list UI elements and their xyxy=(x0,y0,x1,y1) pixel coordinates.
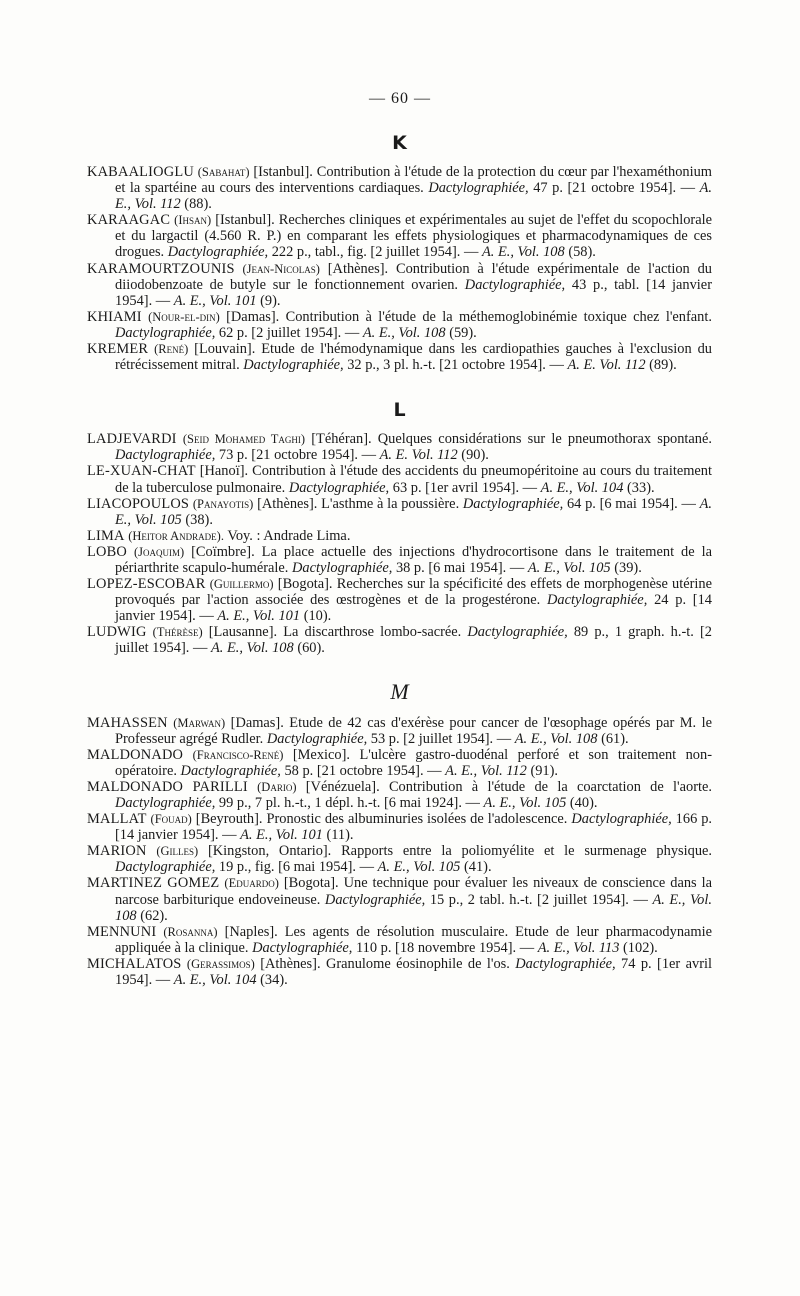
place: [Beyrouth]. xyxy=(195,811,263,828)
bibliography-entry xyxy=(87,779,712,811)
title-text: Etude de l'hémodynamique dans les cardiopathies gauches à l'exclusion du rétrécissement mitral. xyxy=(115,341,712,374)
place: [Hanoï]. xyxy=(199,463,249,480)
reference: A. E., Vol. 104 xyxy=(540,479,624,496)
details: 63 p. [1er avril 1954]. — xyxy=(392,479,538,496)
journal: Dactylographiée, xyxy=(167,244,269,261)
details: 32 p., 3 pl. h.-t. [21 octobre 1954]. — xyxy=(347,357,564,374)
author-given-name: (Heitor Andrade). xyxy=(128,528,224,543)
journal: Dactylographiée, xyxy=(324,891,426,908)
title-text: La place actuelle des injections d'hydrocortisone dans le traitement de la périarthrite scapulo-humérale. xyxy=(115,543,712,576)
place: [Coïmbre]. xyxy=(191,543,255,560)
bibliography-entry xyxy=(87,875,712,923)
reference: A. E. Vol. 112 xyxy=(567,357,646,374)
reference-number: (33). xyxy=(627,479,655,496)
bibliography-entry xyxy=(87,811,712,843)
author-name: KHIAMI xyxy=(87,308,142,325)
bibliography-entry xyxy=(87,956,712,988)
bibliography-entry xyxy=(87,341,712,373)
bibliography-entry xyxy=(87,496,712,528)
title-text: Voy. : Andrade Lima. xyxy=(227,527,351,544)
author-name: KABAALIOGLU xyxy=(87,164,194,180)
title-text: Contribution à l'étude de la protection du cœur par l'hexaméthonium et la spartéine au cours des interventions cardiaques. xyxy=(115,164,712,197)
place: [Kingston, Ontario]. xyxy=(208,843,332,860)
details: 64 p. [6 mai 1954]. — xyxy=(566,495,696,512)
journal: Dactylographiée, xyxy=(467,624,568,641)
bibliography-entry xyxy=(87,747,712,779)
reference-number: (89). xyxy=(649,357,677,374)
reference-number: (102). xyxy=(623,939,658,956)
title-text: Contribution à l'étude de la coarctation de l'aorte. xyxy=(388,778,712,795)
section-heading-k: K xyxy=(392,132,407,154)
author-given-name: (Eduardo) xyxy=(224,876,279,891)
place: [Athènes]. xyxy=(327,260,389,277)
reference-number: (41). xyxy=(463,859,492,876)
author-given-name: (Jean-Nicolas) xyxy=(242,261,320,276)
place: [Istanbul]. xyxy=(215,212,275,229)
place: [Athènes]. xyxy=(260,955,321,972)
author-given-name: (René) xyxy=(154,342,189,357)
reference-number: (9). xyxy=(260,292,281,309)
author-name: MENNUNI xyxy=(87,923,157,940)
reference: A. E., Vol. 105 xyxy=(377,859,461,876)
bibliography-entry xyxy=(87,576,712,624)
details: 222 p., tabl., fig. [2 juillet 1954]. — xyxy=(271,244,479,261)
reference: A. E., Vol. 105 xyxy=(483,795,567,811)
reference: A. E., Vol. 104 xyxy=(173,972,257,989)
reference-number: (62). xyxy=(140,907,168,924)
place: [Naples]. xyxy=(224,923,278,940)
place: [Louvain]. xyxy=(194,341,256,358)
journal: Dactylographiée, xyxy=(292,559,393,576)
bibliography-entry xyxy=(87,843,712,875)
place: [Téhéran]. xyxy=(311,431,372,448)
title-text: Recherches cliniques et expérimentales au sujet de l'effet du scopochlorale et du largactil (4.560 R. P.) en comparant les effets physiologiques et pharmacodynamiques de ces drogues. xyxy=(115,212,712,261)
place: [Mexico]. xyxy=(292,746,350,763)
reference: A. E., Vol. 112 xyxy=(115,180,712,213)
reference: A. E., Vol. 108 xyxy=(362,324,446,341)
author-name: LOPEZ-ESCOBAR xyxy=(87,576,206,593)
author-name: LADJEVARDI xyxy=(87,431,177,448)
author-given-name: (Panayotis) xyxy=(192,496,254,511)
reference-number: (90). xyxy=(461,447,489,464)
journal: Dactylographiée, xyxy=(115,324,216,341)
author-name: KARAMOURTZOUNIS xyxy=(87,260,235,277)
details: 99 p., 7 pl. h.-t., 1 dépl. h.-t. [6 mai 1924]. — xyxy=(218,795,480,811)
author-name: MARTINEZ GOMEZ xyxy=(87,875,220,892)
place: [Bogota]. xyxy=(277,576,333,593)
journal: Dactylographiée, xyxy=(243,357,344,374)
journal: Dactylographiée, xyxy=(428,180,529,197)
author-given-name: (Dario) xyxy=(257,779,297,794)
place: [Damas]. xyxy=(230,714,284,731)
bibliography-entry xyxy=(87,212,712,260)
bibliography-entry xyxy=(87,924,712,956)
details: 62 p. [2 juillet 1954]. — xyxy=(218,324,360,341)
author-name: MARION xyxy=(87,843,147,860)
title-text: Contribution à l'étude de la méthemoglobinémie toxique chez l'enfant. xyxy=(285,308,712,325)
author-given-name: (Guillermo) xyxy=(209,577,274,592)
bibliography-entry xyxy=(87,309,712,341)
bibliography-entry xyxy=(87,528,712,544)
author-name: LOBO xyxy=(87,543,127,560)
bibliography-entry xyxy=(87,261,712,309)
reference: A. E., Vol. 101 xyxy=(173,292,257,309)
title-text: Une technique pour évaluer les niveaux de conscience dans la narcose barbiturique endoveineuse. xyxy=(115,875,712,908)
author-name: LIMA xyxy=(87,527,125,544)
details: 47 p. [21 octobre 1954]. — xyxy=(533,180,696,197)
bibliography-column xyxy=(87,132,712,988)
details: 166 p. [14 janvier 1954]. — xyxy=(115,811,713,844)
reference-number: (59). xyxy=(449,324,477,341)
journal: Dactylographiée, xyxy=(464,276,566,293)
details: 38 p. [6 mai 1954]. — xyxy=(395,559,525,576)
place: [Damas]. xyxy=(226,308,280,325)
author-name: MALDONADO PARILLI xyxy=(87,778,248,795)
reference: A. E. Vol. 112 xyxy=(379,447,458,464)
author-given-name: (Rosanna) xyxy=(163,924,218,939)
details: 73 p. [21 octobre 1954]. — xyxy=(218,447,376,464)
details: 110 p. [18 novembre 1954]. — xyxy=(356,939,535,956)
section-heading-l: L xyxy=(393,399,406,422)
author-given-name: (Gilles) xyxy=(156,844,199,859)
author-given-name: (Francisco-René) xyxy=(192,747,284,762)
title-text: Pronostic des albuminuries isolées de l'adolescence. xyxy=(266,811,568,828)
title-text: Recherches sur la spécificité des effets de morphogenèse utérine provoqués par l'action associée des œstrogènes et de la progestérone. xyxy=(115,576,712,609)
reference-number: (34). xyxy=(260,972,288,989)
reference-number: (58). xyxy=(568,244,596,261)
author-name: MALDONADO xyxy=(87,746,184,763)
page-number: — 60 — xyxy=(369,90,431,107)
author-name: MICHALATOS xyxy=(87,955,182,972)
bibliography-entry xyxy=(87,624,712,656)
author-given-name: (Gerassimos) xyxy=(186,956,255,971)
bibliography-entry xyxy=(87,463,712,495)
section-heading-m: M xyxy=(390,678,409,704)
bibliography-entry xyxy=(87,715,712,747)
place: [Bogota]. xyxy=(283,875,339,892)
journal: Dactylographiée, xyxy=(252,939,353,956)
reference-number: (61). xyxy=(601,730,629,747)
author-given-name: (Thérèse) xyxy=(152,625,203,640)
details: 24 p. [14 janvier 1954]. — xyxy=(115,592,712,625)
journal: Dactylographiée, xyxy=(266,730,368,747)
details: 89 p., 1 graph. h.-t. [2 juillet 1954]. — xyxy=(115,624,712,657)
bibliography-entry xyxy=(87,431,712,463)
reference-number: (38). xyxy=(185,511,213,528)
reference-number: (88). xyxy=(184,196,212,213)
place: [Istanbul]. xyxy=(253,164,313,180)
reference-number: (10). xyxy=(303,608,332,625)
details: 58 p. [21 octobre 1954]. — xyxy=(284,762,442,779)
title-text: Rapports entre la poliomyélite et le surmenage physique. xyxy=(341,843,712,860)
title-text: Contribution à l'étude expérimentale de l'action du diiodobenzoate de butyle sur le fonctionnement ovarien. xyxy=(115,260,712,293)
details: 15 p., 2 tabl. h.-t. [2 juillet 1954]. — xyxy=(429,891,648,908)
author-given-name: (Seid Mohamed Taghi) xyxy=(182,432,306,447)
journal: Dactylographiée, xyxy=(115,859,216,876)
author-name: MALLAT xyxy=(87,811,147,828)
author-given-name: (Marwan) xyxy=(173,715,226,730)
title-text: Granulome éosinophile de l'os. xyxy=(325,955,510,972)
details: 74 p. [1er avril 1954]. — xyxy=(115,955,712,989)
reference: A. E., Vol. 112 xyxy=(445,762,527,779)
reference-number: (11). xyxy=(326,827,354,844)
journal: Dactylographiée, xyxy=(571,811,672,828)
journal: Dactylographiée, xyxy=(546,592,648,609)
journal: Dactylographiée, xyxy=(115,447,216,464)
author-given-name: (Fouad) xyxy=(150,812,192,827)
bibliography-entry xyxy=(87,164,712,212)
title-text: L'ulcère gastro-duodénal perforé et son traitement non-opératoire. xyxy=(115,746,712,779)
reference-number: (60). xyxy=(297,640,325,657)
author-given-name: (Sabahat) xyxy=(197,165,250,179)
journal: Dactylographiée, xyxy=(515,955,616,972)
journal: Dactylographiée, xyxy=(462,495,564,512)
author-given-name: (Ihsan) xyxy=(174,213,212,228)
title-text: L'asthme à la poussière. xyxy=(321,495,460,512)
reference: A. E., Vol. 101 xyxy=(217,608,301,625)
title-text: Etude de 42 cas d'exérèse pour cancer de l'œsophage opérés par M. le Professeur agrégé Rudler. xyxy=(115,714,712,747)
reference: A. E., Vol. 113 xyxy=(537,939,620,956)
journal: Dactylographiée, xyxy=(288,479,390,496)
reference: A. E., Vol. 108 xyxy=(115,891,712,924)
author-given-name: (Joaquim) xyxy=(133,544,185,559)
reference-number: (39). xyxy=(614,559,642,576)
reference: A. E., Vol. 108 xyxy=(210,640,294,657)
reference: A. E., Vol. 105 xyxy=(115,495,712,528)
reference-number: (40). xyxy=(569,795,598,811)
place: [Athènes]. xyxy=(257,495,318,512)
journal: Dactylographiée, xyxy=(180,762,281,779)
author-name: LE-XUAN-CHAT xyxy=(87,463,196,480)
details: 53 p. [2 juillet 1954]. — xyxy=(370,730,512,747)
reference: A. E., Vol. 105 xyxy=(527,559,611,576)
author-name: KARAAGAC xyxy=(87,212,171,229)
title-text: Les agents de résolution musculaire. Etude de leur pharmacodynamie appliquée à la clinique. xyxy=(115,923,712,956)
author-name: LIACOPOULOS xyxy=(87,495,190,512)
author-name: KREMER xyxy=(87,341,149,358)
reference-number: (91). xyxy=(530,762,559,779)
journal: Dactylographiée, xyxy=(115,795,216,811)
title-text: La discarthrose lombo-sacrée. xyxy=(283,624,462,641)
details: 43 p., tabl. [14 janvier 1954]. — xyxy=(115,276,712,309)
reference: A. E., Vol. 108 xyxy=(481,244,565,261)
details: 19 p., fig. [6 mai 1954]. — xyxy=(218,859,375,876)
place: [Lausanne]. xyxy=(208,624,278,641)
author-name: MAHASSEN xyxy=(87,714,168,731)
reference: A. E., Vol. 101 xyxy=(240,827,323,844)
bibliography-entry xyxy=(87,544,712,576)
place: [Vénézuela]. xyxy=(305,778,380,795)
title-text: Contribution à l'étude des accidents du pneumopéritoine au cours du traitement de la tuberculose pulmonaire. xyxy=(115,463,712,496)
author-name: LUDWIG xyxy=(87,624,147,641)
title-text: Quelques considérations sur le pneumothorax spontané. xyxy=(377,431,712,448)
author-given-name: (Nour-el-din) xyxy=(148,309,220,324)
reference: A. E., Vol. 108 xyxy=(514,730,598,747)
